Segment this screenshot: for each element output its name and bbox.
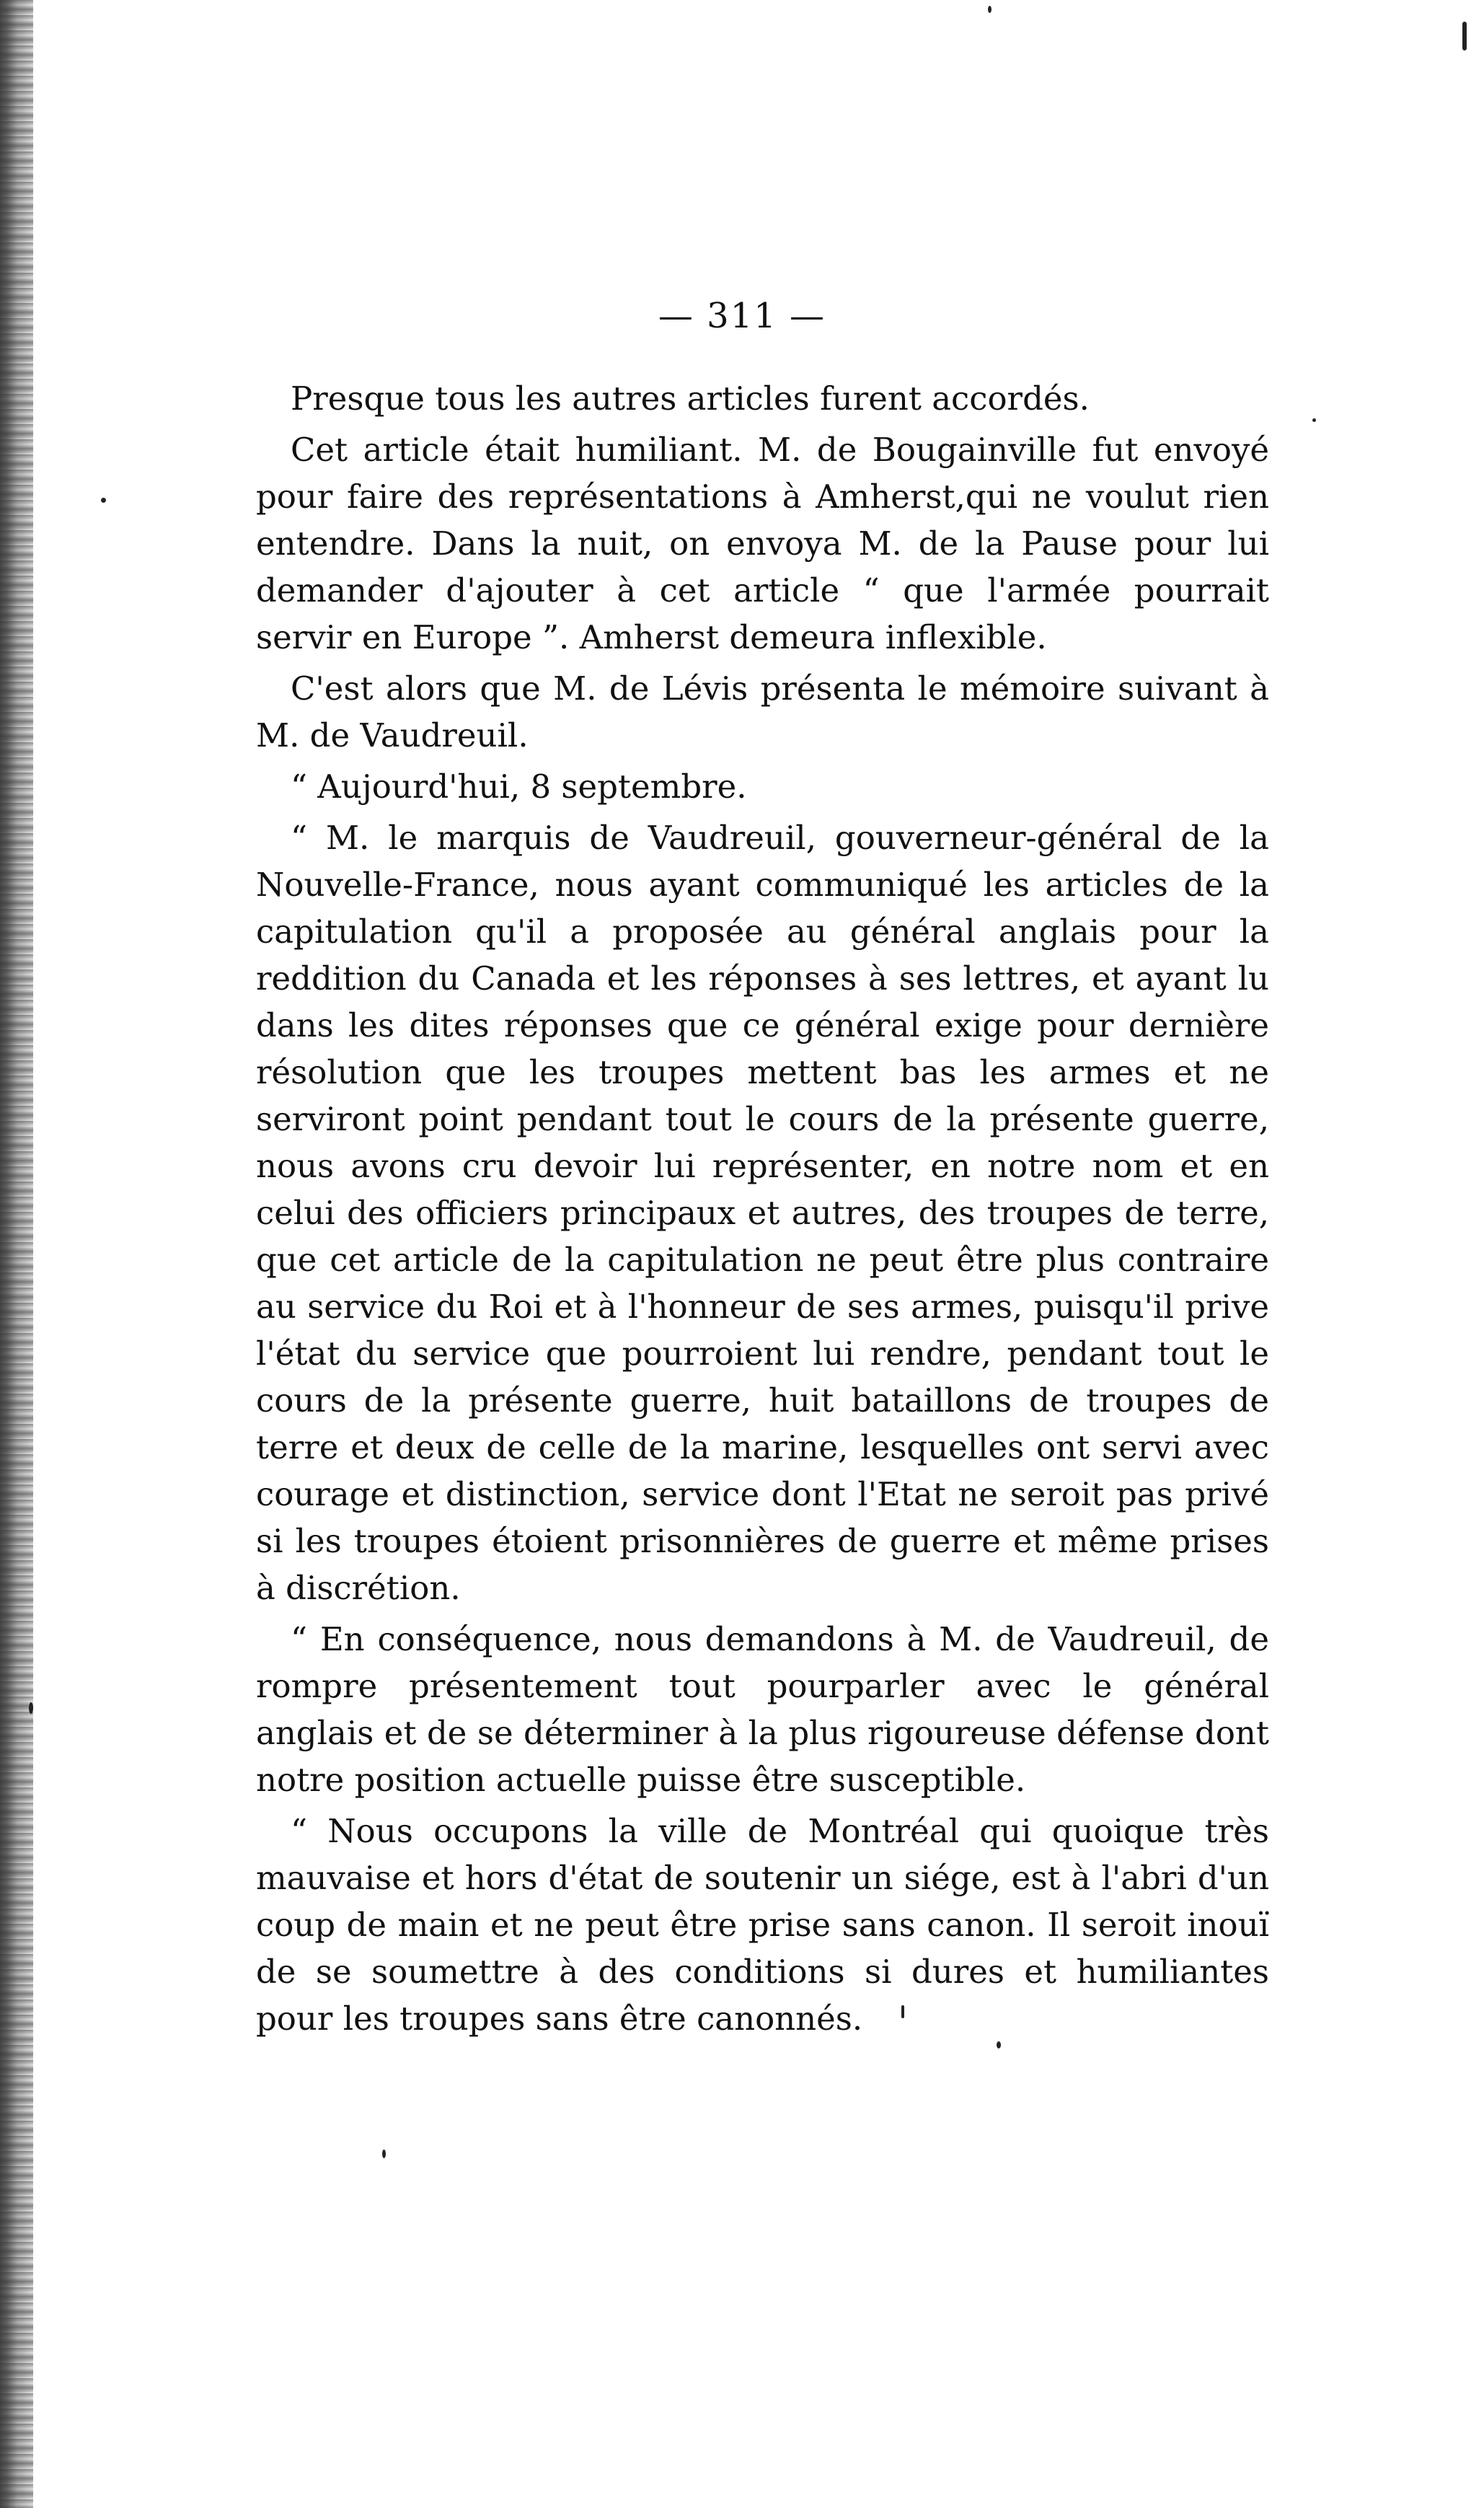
- paragraph: “ Nous occupons la ville de Montréal qui quoique très mauvaise et hors d'état de soutenir un siége, est à l'abri d'un coup de main et ne peut être prise sans canon. Il seroit inouï de se soumettre à des conditions si dures et humiliantes pour les troupes sans être canonnés.: [256, 1812, 1269, 2038]
- paragraph: Cet article était humiliant. M. de Bougainville fut envoyé pour faire des représentations à Amherst,qui ne voulut rien entendre. Dans la nuit, on envoya M. de la Pause pour lui demander d'ajouter à cet article “ que l'armée pourrait servir en Europe ”. Amherst demeura inflexible.: [256, 431, 1269, 656]
- scan-speck: [382, 2150, 386, 2158]
- body-text: [256, 375, 1269, 2046]
- paragraph: “ M. le marquis de Vaudreuil, gouverneur-général de la Nouvelle-France, nous ayant communiqué les articles de la capitulation qu'il a proposée au général anglais pour la reddition du Canada et les réponses à ses lettres, et ayant lu dans les dites réponses que ce général exige pour dernière résolution que les troupes mettent bas les armes et ne serviront point pendant tout le cours de la présente guerre, nous avons cru devoir lui représenter, en notre nom et en celui des officiers principaux et autres, des troupes de terre, que cet article de la capitulation ne peut être plus contraire au service du Roi et à l'honneur de ses armes, puisqu'il prive l'état du service que pourroient lui rendre, pendant tout le cours de la présente guerre, huit bataillons de troupes de terre et deux de celle de la marine, lesquelles ont servi avec courage et distinction, service dont l'Etat ne seroit pas privé si les troupes étoient prisonnières de guerre et même prises à discrétion.: [256, 819, 1269, 1607]
- scan-speck: [988, 6, 991, 13]
- scan-speck: [1312, 418, 1316, 422]
- paragraph: “ Aujourd'hui, 8 septembre.: [291, 767, 747, 806]
- paragraph: Presque tous les autres articles furent accordés.: [291, 379, 1090, 418]
- scan-speck: [1462, 22, 1467, 50]
- scan-speck: [101, 498, 106, 503]
- scan-speck: [29, 1702, 33, 1714]
- paragraph: C'est alors que M. de Lévis présenta le mémoire suivant à M. de Vaudreuil.: [256, 669, 1269, 754]
- scanned-page-edge: [0, 0, 33, 2508]
- paragraph: “ En conséquence, nous demandons à M. de Vaudreuil, de rompre présentement tout pourparler avec le général anglais et de se déterminer à la plus rigoureuse défense dont notre position actuelle puisse être susceptible.: [256, 1620, 1269, 1799]
- page-number: — 311 —: [658, 296, 826, 336]
